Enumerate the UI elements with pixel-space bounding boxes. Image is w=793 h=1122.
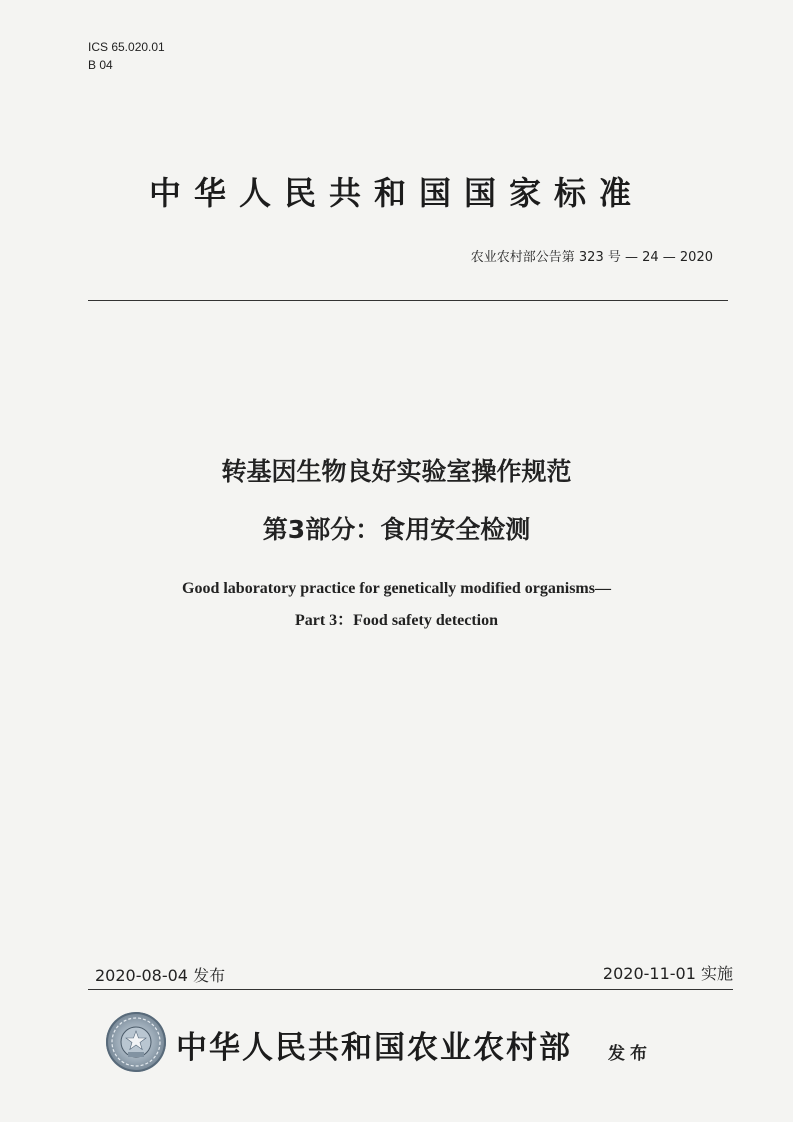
document-title-cn-line2: 第3部分：食用安全检测 xyxy=(262,515,531,544)
classification-codes xyxy=(88,38,165,74)
issue-label: 发布 xyxy=(608,1044,652,1064)
issuing-authority: 中华人民共和国农业农村部 xyxy=(176,1030,572,1066)
ccs-code: B 04 xyxy=(88,58,113,72)
document-title-cn-line1: 转基因生物良好实验室操作规范 xyxy=(221,457,572,486)
issue-date: 2020-08-04 发布 xyxy=(95,966,226,985)
ics-code: ICS 65.020.01 xyxy=(88,40,165,54)
bottom-divider xyxy=(88,989,733,990)
standard-number: 农业农村部公告第 323 号 — 24 — 2020 xyxy=(470,250,713,265)
national-emblem-icon xyxy=(106,1012,166,1072)
implementation-date: 2020-11-01 实施 xyxy=(602,964,733,983)
document-title-en-line1: Good laboratory practice for genetically modified organisms— xyxy=(182,580,611,597)
standard-type-title: 中华人民共和国国家标准 xyxy=(148,174,644,212)
document-title-en-line2: Part 3：Food safety detection xyxy=(294,612,499,629)
top-divider xyxy=(88,300,728,301)
